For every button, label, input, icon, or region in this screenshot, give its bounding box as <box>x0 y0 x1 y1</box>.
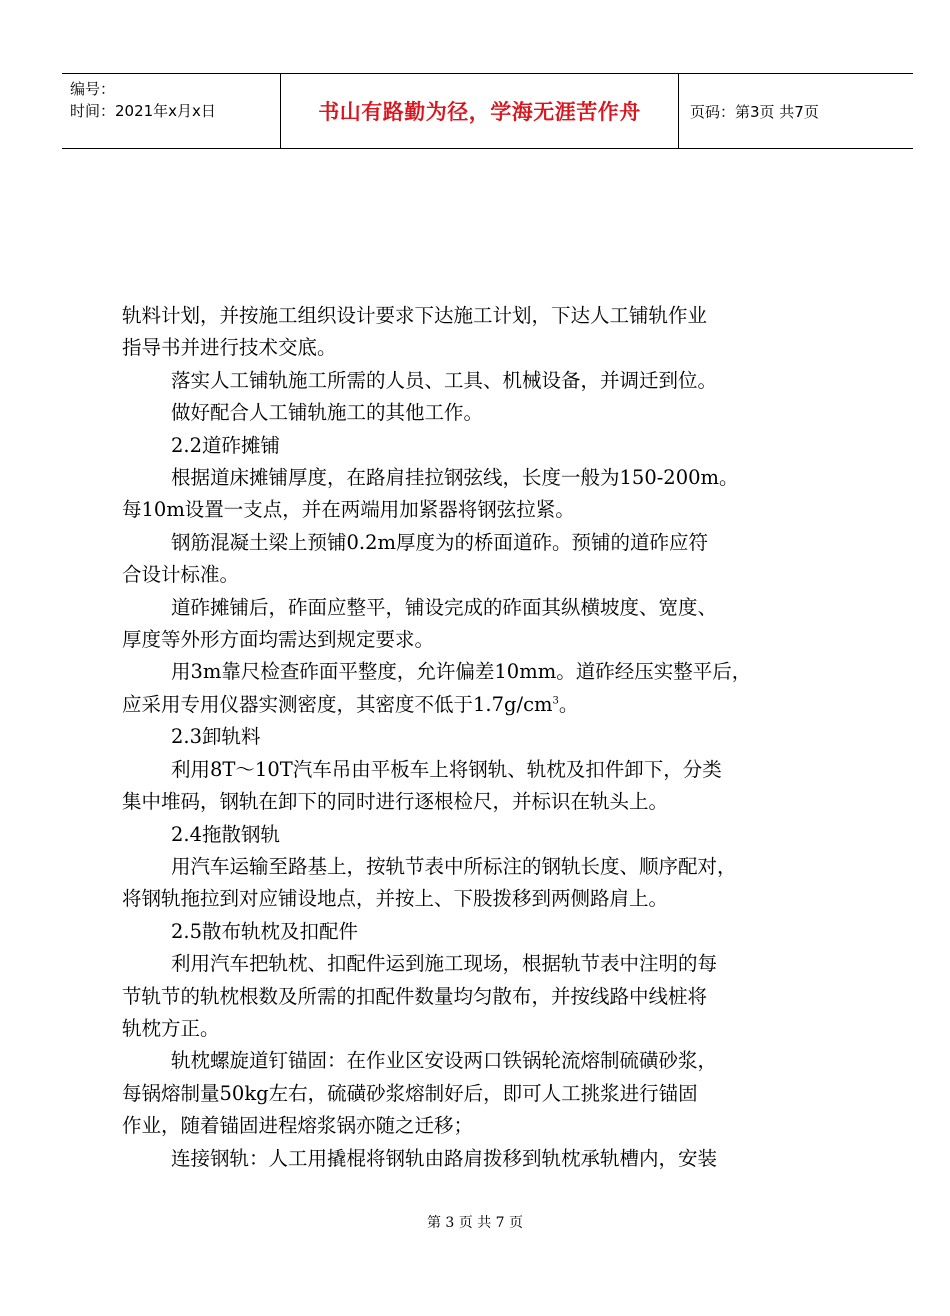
body-line: 节轨节的轨枕根数及所需的扣配件数量均匀散布，并按线路中线桩将 <box>122 984 708 1008</box>
body-line: 作业，随着锚固进程熔浆锅亦随之迁移； <box>122 1114 474 1138</box>
body-line: 用汽车运输至路基上，按轨节表中所标注的钢轨长度、顺序配对， <box>171 854 737 878</box>
section-heading: 2.4拖散钢轨 <box>171 822 281 846</box>
body-line: 合设计标准。 <box>122 563 240 587</box>
page-header <box>62 73 913 149</box>
body-line: 落实人工铺轨施工所需的人员、工具、机械设备，并调迁到位。 <box>171 368 718 392</box>
body-line: 集中堆码，钢轨在卸下的同时进行逐根检尺，并标识在轨头上。 <box>122 790 669 814</box>
body-line: 做好配合人工铺轨施工的其他工作。 <box>171 401 484 425</box>
section-heading: 2.3卸轨料 <box>171 725 261 749</box>
document-body <box>122 300 862 1175</box>
body-line: 将钢轨拖拉到对应铺设地点，并按上、下股拨移到两侧路肩上。 <box>122 887 669 911</box>
header-divider-right <box>678 74 679 148</box>
document-date-label: 时间：2021年x月x日 <box>70 102 216 120</box>
body-line: 用3m靠尺检查砟面平整度，允许偏差10mm。道砟经压实整平后， <box>171 660 752 684</box>
section-heading: 2.2道砟摊铺 <box>171 433 281 457</box>
section-heading: 2.5散布轨枕及扣配件 <box>171 919 359 943</box>
superscript-exponent: 3 <box>552 695 559 707</box>
body-line: 厚度等外形方面均需达到规定要求。 <box>122 628 435 652</box>
header-meta <box>70 78 216 122</box>
page-footer: 第 3 页 共 7 页 <box>426 1215 524 1231</box>
body-line: 钢筋混凝土梁上预铺0.2m厚度为的桥面道砟。预铺的道砟应符 <box>171 530 709 554</box>
body-line: 轨料计划，并按施工组织设计要求下达施工计划，下达人工铺轨作业 <box>122 304 708 327</box>
body-line: 指导书并进行技术交底。 <box>122 336 337 360</box>
body-line <box>122 689 862 721</box>
body-line: 轨枕方正。 <box>122 1016 220 1040</box>
sentence-end: 。 <box>558 692 579 716</box>
body-line: 每10m设置一支点，并在两端用加紧器将钢弦拉紧。 <box>122 498 575 522</box>
body-line: 每锅熔制量50kg左右，硫磺砂浆熔制好后，即可人工挑浆进行锚固 <box>122 1081 698 1105</box>
body-line: 根据道床摊铺厚度，在路肩挂拉钢弦线，长度一般为150-200m。 <box>171 466 739 490</box>
document-number-label: 编号： <box>70 80 116 98</box>
body-line: 道砟摊铺后，砟面应整平，铺设完成的砟面其纵横坡度、宽度、 <box>171 595 718 619</box>
density-text: 应采用专用仪器实测密度，其密度不低于1.7g/cm <box>122 692 553 716</box>
body-line: 连接钢轨：人工用撬棍将钢轨由路肩拨移到轨枕承轨槽内，安装 <box>171 1146 718 1170</box>
header-page-label: 页码：第3页 共7页 <box>690 103 819 121</box>
body-line: 利用8T～10T汽车吊由平板车上将钢轨、轨枕及扣件卸下，分类 <box>171 757 722 781</box>
body-line: 利用汽车把轨枕、扣配件运到施工现场，根据轨节表中注明的每 <box>171 952 718 976</box>
header-motto: 书山有路勤为径，学海无涯苦作舟 <box>318 100 641 124</box>
body-line: 轨枕螺旋道钉锚固：在作业区安设两口铁锅轮流熔制硫磺砂浆， <box>171 1049 718 1073</box>
